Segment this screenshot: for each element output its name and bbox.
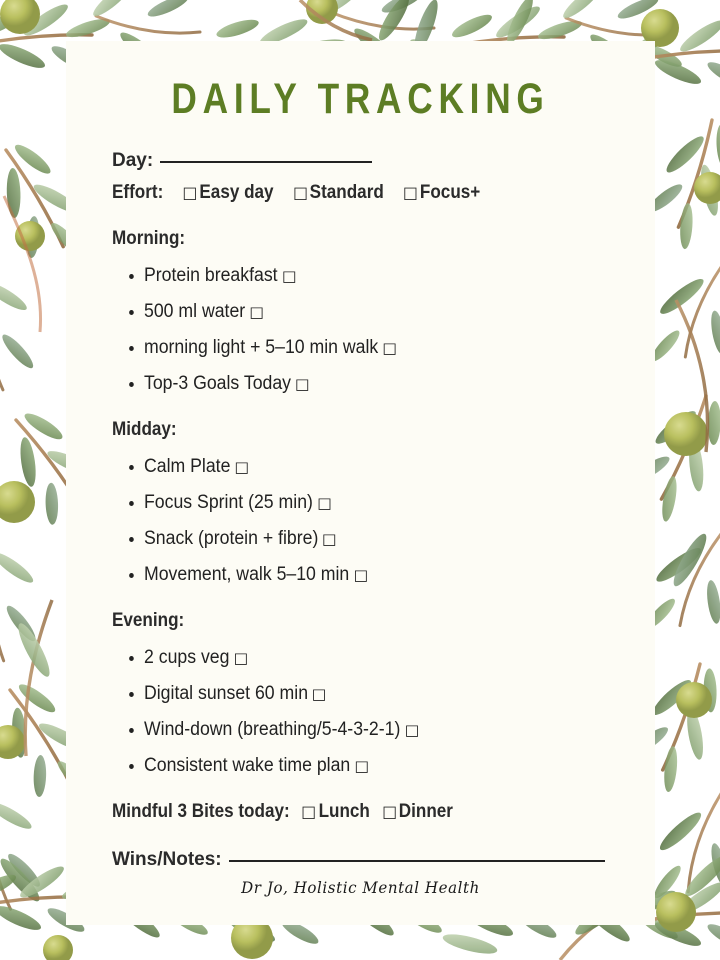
bullet-icon	[129, 692, 134, 697]
signature-credit: Dr Jo, Holistic Mental Health	[241, 878, 480, 897]
list-item[interactable]	[144, 521, 576, 557]
list-item[interactable]	[144, 294, 576, 330]
checkbox-icon[interactable]: □	[301, 802, 317, 821]
checkbox-icon[interactable]: □	[354, 757, 369, 775]
section-evening	[112, 610, 609, 784]
effort-option-focus-plus[interactable]	[404, 182, 481, 203]
bullet-icon	[129, 764, 134, 769]
mindful-bites-row	[112, 801, 559, 823]
checklist-midday	[112, 449, 609, 593]
checkbox-icon[interactable]: □	[292, 183, 308, 202]
bullet-icon	[129, 274, 134, 279]
list-item[interactable]	[144, 640, 576, 676]
list-item[interactable]	[144, 258, 576, 294]
day-label: Day:	[112, 150, 154, 171]
list-item-label: Top-3 Goals Today	[144, 373, 292, 394]
section-heading: Midday:	[112, 419, 177, 440]
section-heading: Morning:	[112, 228, 186, 249]
checklist-evening	[112, 640, 609, 784]
mindful-option-dinner[interactable]	[382, 801, 452, 822]
list-item[interactable]	[144, 676, 576, 712]
list-item-label: Protein breakfast	[144, 265, 278, 286]
list-item[interactable]	[144, 557, 576, 593]
effort-option-label: Standard	[309, 182, 384, 203]
list-item-label: 500 ml water	[144, 301, 246, 322]
list-item-label: Calm Plate	[144, 456, 231, 477]
list-item[interactable]	[144, 366, 576, 402]
list-item-label: Movement, walk 5–10 min	[144, 564, 350, 585]
checkbox-icon[interactable]: □	[382, 339, 397, 357]
effort-option-label: Easy day	[199, 182, 274, 203]
checkbox-icon[interactable]: □	[233, 649, 249, 667]
wins-notes-label: Wins/Notes:	[112, 849, 222, 870]
checkbox-icon[interactable]: □	[234, 458, 249, 476]
mindful-bites-label: Mindful 3 Bites today:	[112, 801, 290, 822]
list-item-label: Snack (protein + fibre)	[144, 528, 319, 549]
list-item-label: Digital sunset 60 min	[144, 683, 309, 704]
bullet-icon	[129, 310, 134, 315]
wins-notes-input[interactable]	[229, 860, 605, 862]
checkbox-icon[interactable]: □	[404, 721, 419, 739]
checkbox-icon[interactable]: □	[311, 685, 327, 703]
mindful-option-lunch[interactable]	[302, 801, 370, 822]
list-item-label: Wind-down (breathing/5-4-3-2-1)	[144, 719, 401, 740]
list-item[interactable]	[144, 330, 576, 366]
section-morning	[112, 228, 609, 402]
mindful-option-label: Dinner	[398, 801, 453, 822]
checkbox-icon[interactable]: □	[353, 566, 368, 584]
list-item[interactable]	[144, 712, 576, 748]
checkbox-icon[interactable]: □	[322, 530, 337, 548]
effort-field-row	[112, 182, 559, 204]
bullet-icon	[129, 465, 134, 470]
list-item-label: Consistent wake time plan	[144, 755, 351, 776]
page-title: DAILY TRACKING	[171, 75, 550, 123]
day-field-row	[112, 150, 609, 172]
bullet-icon	[129, 573, 134, 578]
bullet-icon	[129, 501, 134, 506]
effort-option-label: Focus+	[419, 182, 481, 203]
bullet-icon	[129, 382, 134, 387]
day-input[interactable]	[160, 161, 372, 163]
checkbox-icon[interactable]: □	[316, 494, 332, 512]
checkbox-icon[interactable]: □	[381, 802, 397, 821]
effort-label: Effort:	[112, 182, 164, 203]
bullet-icon	[129, 346, 134, 351]
list-item-label: 2 cups veg	[144, 647, 230, 668]
checkbox-icon[interactable]: □	[294, 375, 310, 393]
bullet-icon	[129, 537, 134, 542]
checkbox-icon[interactable]: □	[249, 303, 264, 321]
effort-option-standard[interactable]	[293, 182, 383, 203]
list-item[interactable]	[144, 748, 576, 784]
section-heading: Evening:	[112, 610, 185, 631]
effort-option-easy-day[interactable]	[183, 182, 273, 203]
tracker-card	[66, 41, 655, 925]
checkbox-icon[interactable]: □	[182, 183, 198, 202]
mindful-option-label: Lunch	[318, 801, 370, 822]
list-item-label: Focus Sprint (25 min)	[144, 492, 313, 513]
checkbox-icon[interactable]: □	[402, 183, 418, 202]
list-item-label: morning light + 5–10 min walk	[144, 337, 379, 358]
bullet-icon	[129, 728, 134, 733]
bullet-icon	[129, 656, 134, 661]
section-midday	[112, 419, 609, 593]
list-item[interactable]	[144, 449, 576, 485]
checklist-morning	[112, 258, 609, 402]
list-item[interactable]	[144, 485, 576, 521]
wins-notes-row	[112, 849, 609, 871]
checkbox-icon[interactable]: □	[281, 267, 297, 285]
